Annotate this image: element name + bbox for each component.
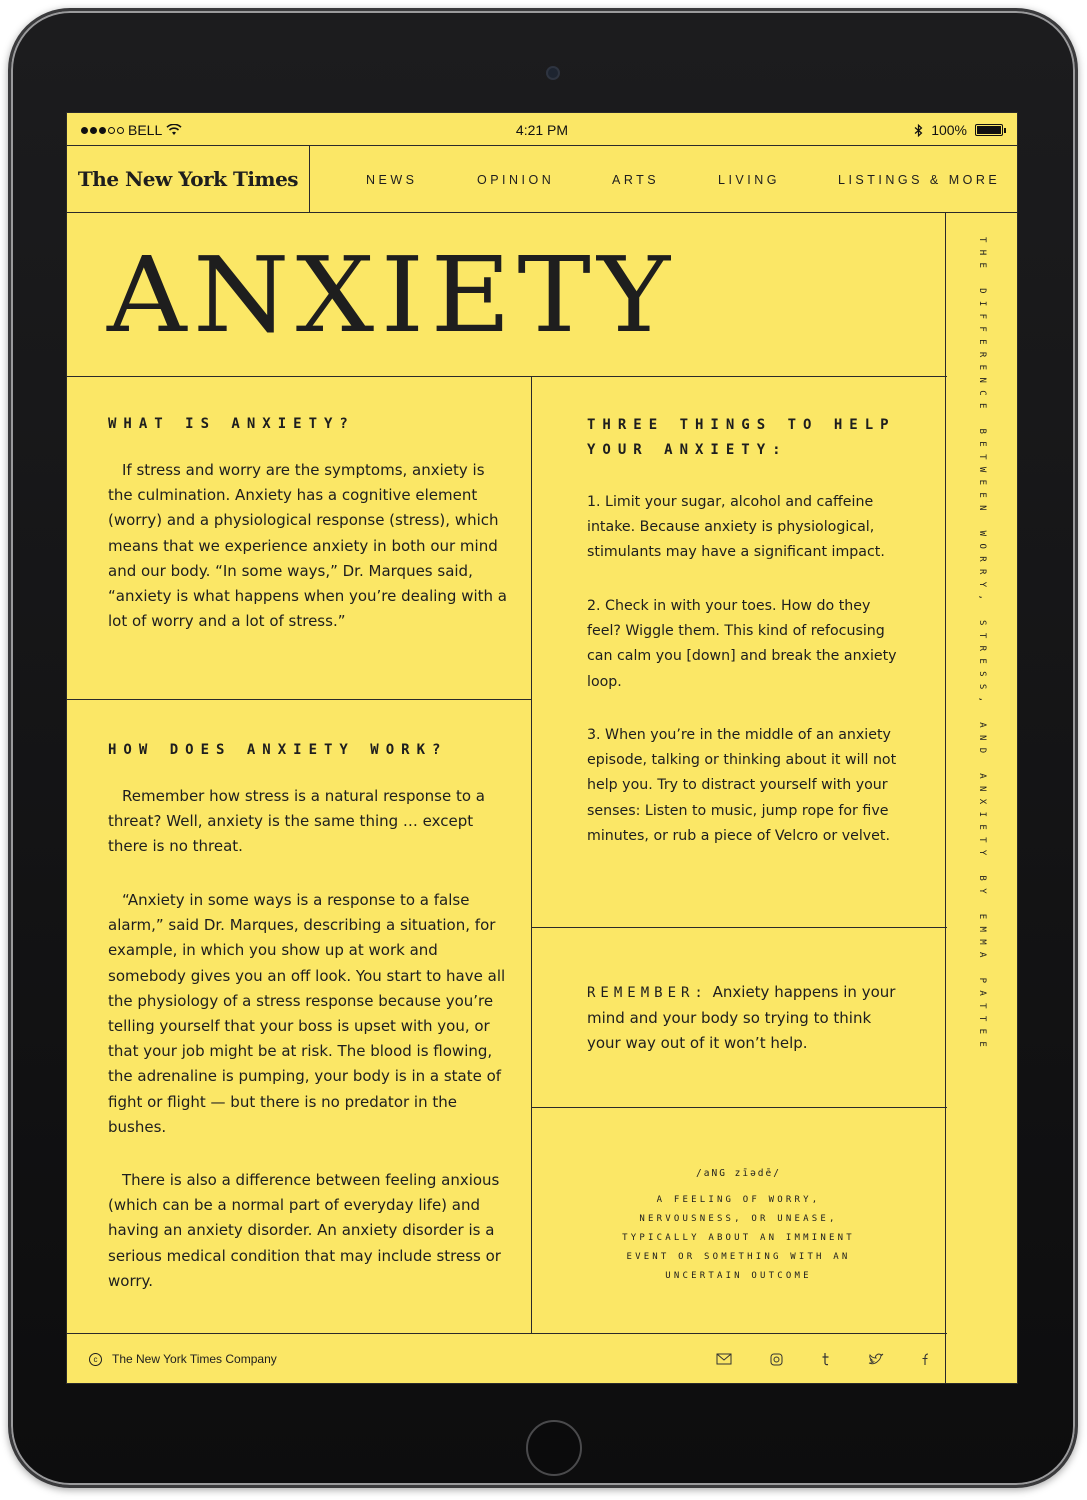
site-header bbox=[67, 145, 1017, 213]
section-heading-three-things: THREE THINGS TO HELP YOUR ANXIETY: bbox=[587, 417, 896, 458]
definition-text: A FEELING OF WORRY, NERVOUSNESS, OR UNEASE, TYPICALLY ABOUT AN IMMINENT EVENT OR SOMETHING WITH AN UNCERTAIN OUTCOME bbox=[622, 1195, 855, 1281]
bluetooth-icon bbox=[914, 124, 923, 137]
nav-item-opinion[interactable]: OPINION bbox=[477, 173, 555, 187]
nyt-logo[interactable]: The New York Times bbox=[67, 146, 310, 212]
copyright-text: The New York Times Company bbox=[112, 1352, 277, 1366]
nav-item-living[interactable]: LIVING bbox=[718, 173, 780, 187]
section-heading-what-is-anxiety: WHAT IS ANXIETY? bbox=[108, 416, 355, 432]
tip-2: 2. Check in with your toes. How do they feel? Wiggle them. This kind of refocusing can calm you [down] and break the anxiety loop. bbox=[587, 598, 897, 690]
copyright bbox=[89, 1352, 277, 1366]
article-body bbox=[67, 213, 947, 1333]
front-camera bbox=[546, 66, 560, 80]
battery-fill bbox=[977, 126, 1001, 134]
status-bar bbox=[67, 113, 1017, 145]
divider bbox=[67, 376, 947, 377]
remember-callout bbox=[587, 980, 907, 1057]
divider bbox=[67, 699, 531, 700]
mail-icon[interactable] bbox=[715, 1350, 733, 1368]
section-paragraph-1: Remember how stress is a natural response to a threat? Well, anxiety is the same thing … except there is no threat. bbox=[108, 787, 486, 856]
article-tagline: THE DIFFERENCE BETWEEN WORRY, STRESS, AND ANXIETY BY EMMA PATTEE bbox=[977, 237, 987, 1055]
main-nav bbox=[310, 146, 1017, 212]
clock: 4:21 PM bbox=[515, 122, 569, 138]
site-footer bbox=[67, 1333, 947, 1384]
section-paragraph-2: “Anxiety in some ways is a response to a false alarm,” said Dr. Marques, describing a situation, for example, in which you show up at work and somebody gives you an off look. You start to have all the physiology of a stress response because you’re telling yourself that your boss is upset with you, or that your job might be at risk. The blood is flowing, the adrenaline is pumping, your body is in a state of fight or flight — but there is no predator in the bushes. bbox=[108, 891, 506, 1136]
section-heading-how-does-anxiety-work: HOW DOES ANXIETY WORK? bbox=[108, 742, 448, 758]
screen bbox=[66, 112, 1018, 1384]
nav-item-news[interactable]: NEWS bbox=[366, 173, 418, 187]
section-body-what-is-anxiety: If stress and worry are the symptoms, anxiety is the culmination. Anxiety has a cognitive element (worry) and a physiological response (stress), which means that we experience anxiety in both our mind and our body. “In some ways,” Dr. Marques said, “anxiety is what happens when you’re dealing with a lot of worry and a lot of stress.” bbox=[108, 461, 507, 631]
divider bbox=[531, 1107, 947, 1108]
home-button[interactable] bbox=[526, 1420, 582, 1476]
remember-label: REMEMBER: bbox=[587, 985, 708, 1001]
facebook-icon[interactable] bbox=[915, 1350, 933, 1368]
nav-item-arts[interactable]: ARTS bbox=[612, 173, 660, 187]
copyright-icon: c bbox=[89, 1353, 102, 1366]
status-right bbox=[914, 122, 1003, 138]
tip-1: 1. Limit your sugar, alcohol and caffeine intake. Because anxiety is physiological, stimulants may have a significant impact. bbox=[587, 494, 885, 561]
carrier-label: BELL bbox=[128, 122, 163, 138]
remember-text: Anxiety happens in your mind and your body so trying to think your way out of it won’t help. bbox=[587, 983, 896, 1053]
nav-item-listings-more[interactable]: LISTINGS & MORE bbox=[838, 173, 1001, 187]
tumblr-icon[interactable] bbox=[817, 1350, 835, 1368]
twitter-icon[interactable] bbox=[867, 1350, 885, 1368]
tip-3: 3. When you’re in the middle of an anxiety episode, talking or thinking about it will not help you. Try to distract yourself with your senses: Listen to music, jump rope for five minutes, or rub a piece of Velcro or velvet. bbox=[587, 727, 897, 844]
divider bbox=[531, 927, 947, 928]
article-title: ANXIETY bbox=[107, 234, 677, 356]
section-paragraph-3: There is also a difference between feeling anxious (which can be a normal part of everyday life) and having an anxiety disorder. An anxiety disorder is a serious medical condition that may include stress or worry. bbox=[108, 1171, 501, 1290]
pronunciation: /aNG zīədē/ bbox=[696, 1168, 781, 1179]
battery-icon bbox=[975, 124, 1003, 136]
column-divider bbox=[531, 376, 532, 1333]
instagram-icon[interactable] bbox=[767, 1350, 785, 1368]
side-tagline-column bbox=[945, 213, 1017, 1384]
battery-percent: 100% bbox=[931, 122, 967, 138]
